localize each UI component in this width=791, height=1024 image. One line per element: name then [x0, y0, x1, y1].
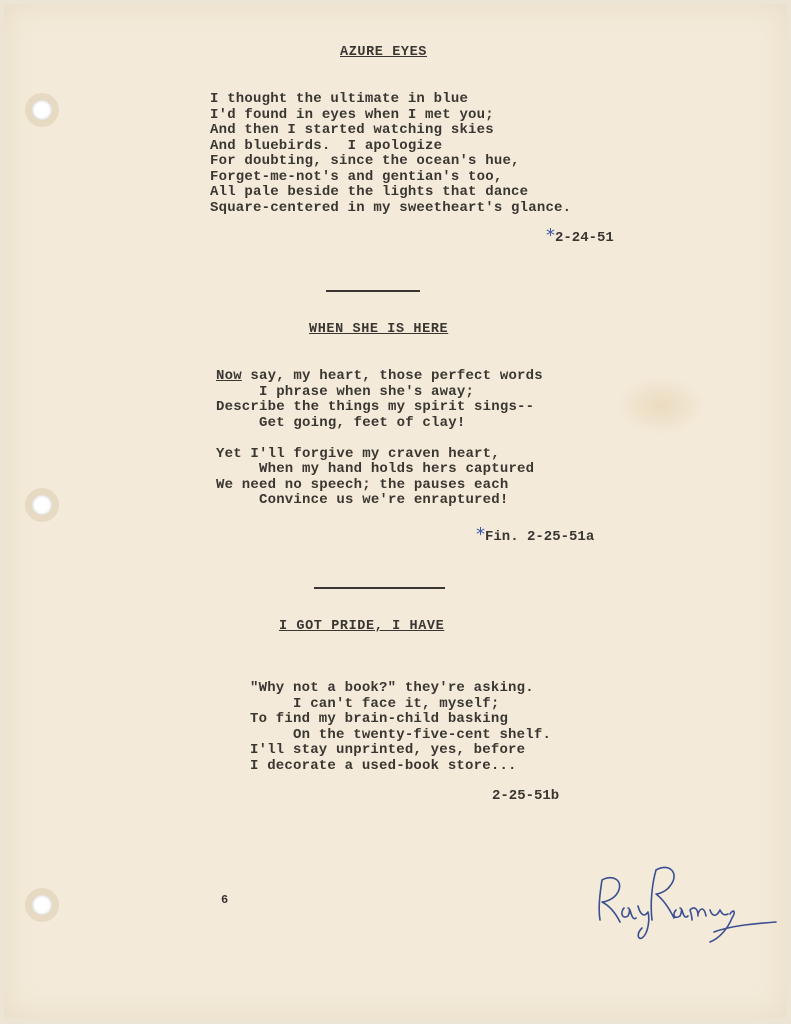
- poem-stanza: [210, 92, 571, 216]
- poem-line: I'll stay unprinted, yes, before: [250, 742, 526, 758]
- page-number: 6: [221, 893, 229, 907]
- poem-line: Yet I'll forgive my craven heart,: [216, 445, 500, 462]
- poem-date: [546, 225, 614, 246]
- poem-line: Forget-me-not's and gentian's too,: [210, 168, 503, 185]
- poem-date: [476, 524, 594, 545]
- poem-line: I can't face it, myself;: [250, 695, 500, 712]
- poem-line: Convince us we're enraptured!: [216, 492, 509, 508]
- poem-line: All pale beside the lights that dance: [210, 184, 529, 200]
- section-divider: [326, 290, 420, 292]
- poem-line: "Why not a book?" they're asking.: [250, 680, 534, 696]
- poem-line: I'd found in eyes when I met you;: [210, 106, 494, 123]
- poem-line-emphasis: Now: [216, 368, 242, 384]
- poem-line: When my hand holds hers captured: [216, 461, 535, 477]
- poem-title: AZURE EYES: [340, 45, 428, 60]
- poem-line: Describe the things my spirit sings--: [216, 399, 535, 415]
- handwritten-signature: [590, 858, 780, 948]
- poem-line: I phrase when she's away;: [216, 383, 475, 400]
- binder-hole-bottom: [32, 895, 52, 915]
- poem-line: Square-centered in my sweetheart's glance.: [210, 199, 572, 216]
- poem-title: WHEN SHE IS HERE: [309, 322, 449, 337]
- poem-line: We need no speech; the pauses each: [216, 476, 509, 493]
- poem-line: For doubting, since the ocean's hue,: [210, 153, 520, 169]
- section-divider: [314, 587, 445, 589]
- poem-date-text: Fin. 2-25-51a: [485, 529, 595, 545]
- poem-line: I decorate a used-book store...: [250, 757, 517, 774]
- poem-line: say, my heart, those perfect words: [241, 368, 543, 384]
- poem-stanza: [216, 369, 543, 509]
- paper-stain: [616, 376, 706, 436]
- asterisk-mark: *: [476, 524, 485, 545]
- asterisk-mark: *: [546, 225, 555, 246]
- binder-hole-top: [32, 100, 52, 120]
- poem-title: I GOT PRIDE, I HAVE: [279, 619, 445, 634]
- poem-date: 2-25-51b: [492, 788, 560, 804]
- poem-line: And then I started watching skies: [210, 122, 494, 138]
- poem-line: And bluebirds. I apologize: [210, 137, 443, 154]
- poem-line: To find my brain-child basking: [250, 711, 509, 727]
- poem-line: On the twenty-five-cent shelf.: [250, 726, 552, 743]
- binder-hole-middle: [32, 495, 52, 515]
- poem-line: Get going, feet of clay!: [216, 414, 466, 431]
- poem-stanza: [250, 681, 551, 774]
- poem-line: I thought the ultimate in blue: [210, 91, 469, 107]
- poem-date-text: 2-24-51: [555, 230, 614, 246]
